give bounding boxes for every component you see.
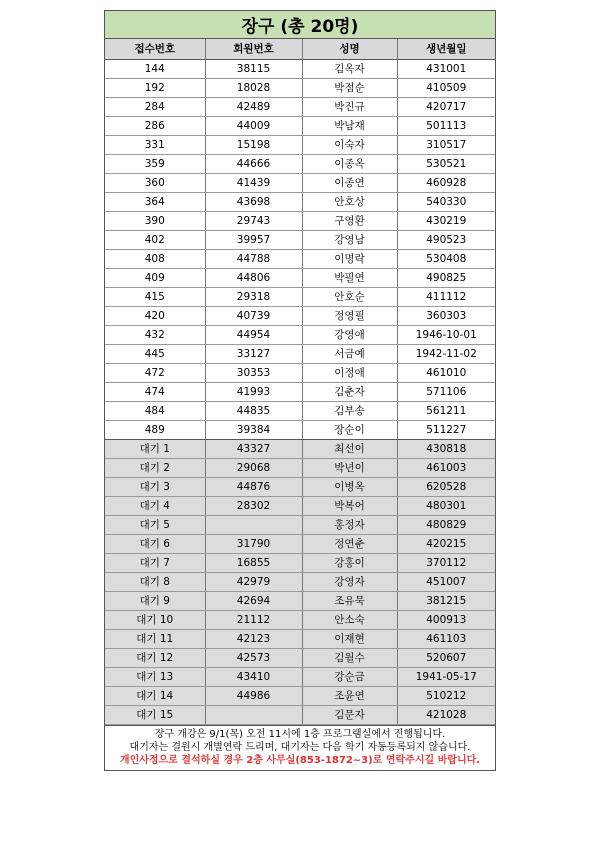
birthdate-cell: 310517 — [397, 135, 495, 154]
member-no-cell: 30353 — [205, 363, 302, 382]
birthdate-cell: 451007 — [397, 572, 495, 591]
member-row — [105, 97, 495, 116]
receipt-no-cell: 대기 8 — [105, 572, 205, 591]
receipt-no-cell: 364 — [105, 192, 205, 211]
birthdate-cell: 480301 — [397, 496, 495, 515]
birthdate-cell: 461103 — [397, 629, 495, 648]
notice-box — [105, 725, 495, 770]
receipt-no-cell: 484 — [105, 401, 205, 420]
member-no-cell: 39957 — [205, 230, 302, 249]
receipt-no-cell: 대기 5 — [105, 515, 205, 534]
member-row — [105, 306, 495, 325]
birthdate-cell: 561211 — [397, 401, 495, 420]
member-row — [105, 192, 495, 211]
member-no-cell: 44835 — [205, 401, 302, 420]
receipt-no-cell: 대기 12 — [105, 648, 205, 667]
receipt-no-cell: 대기 9 — [105, 591, 205, 610]
member-no-cell: 29068 — [205, 458, 302, 477]
receipt-no-cell: 144 — [105, 59, 205, 78]
name-cell: 이명락 — [302, 249, 397, 268]
member-row — [105, 344, 495, 363]
birthdate-cell: 461003 — [397, 458, 495, 477]
name-cell: 박필연 — [302, 268, 397, 287]
member-no-cell: 44806 — [205, 268, 302, 287]
birthdate-cell: 480829 — [397, 515, 495, 534]
birthdate-cell: 410509 — [397, 78, 495, 97]
member-no-cell: 41993 — [205, 382, 302, 401]
header-row — [105, 39, 495, 59]
member-no-cell: 15198 — [205, 135, 302, 154]
waitlist-row — [105, 629, 495, 648]
member-row — [105, 420, 495, 439]
roster-sheet — [104, 10, 496, 771]
name-cell: 강영남 — [302, 230, 397, 249]
birthdate-cell: 490825 — [397, 268, 495, 287]
waitlist-row — [105, 667, 495, 686]
name-cell: 박남재 — [302, 116, 397, 135]
receipt-no-cell: 대기 4 — [105, 496, 205, 515]
member-row — [105, 78, 495, 97]
member-no-cell: 28302 — [205, 496, 302, 515]
column-header-name: 성명 — [302, 39, 397, 59]
member-row — [105, 116, 495, 135]
member-row — [105, 211, 495, 230]
member-no-cell: 42123 — [205, 629, 302, 648]
name-cell: 강영자 — [302, 572, 397, 591]
member-no-cell: 21112 — [205, 610, 302, 629]
birthdate-cell: 501113 — [397, 116, 495, 135]
name-cell: 최선이 — [302, 439, 397, 458]
receipt-no-cell: 390 — [105, 211, 205, 230]
notice-line-absence: 개인사정으로 결석하실 경우 2층 사무실(853-1872~3)로 연락주시길 바랍니다. — [119, 754, 481, 766]
name-cell: 조유묵 — [302, 591, 397, 610]
waitlist-row — [105, 439, 495, 458]
receipt-no-cell: 대기 7 — [105, 553, 205, 572]
receipt-no-cell: 대기 15 — [105, 705, 205, 724]
receipt-no-cell: 420 — [105, 306, 205, 325]
birthdate-cell: 421028 — [397, 705, 495, 724]
column-header-member-no: 회원번호 — [205, 39, 302, 59]
birthdate-cell: 1941-05-17 — [397, 667, 495, 686]
birthdate-cell: 540330 — [397, 192, 495, 211]
name-cell: 안호순 — [302, 287, 397, 306]
waitlist-row — [105, 458, 495, 477]
member-no-cell: 44954 — [205, 325, 302, 344]
birthdate-cell: 430219 — [397, 211, 495, 230]
column-header-receipt-no: 접수번호 — [105, 39, 205, 59]
member-no-cell: 31790 — [205, 534, 302, 553]
birthdate-cell: 460928 — [397, 173, 495, 192]
name-cell: 박복어 — [302, 496, 397, 515]
name-cell: 강영애 — [302, 325, 397, 344]
member-no-cell: 42489 — [205, 97, 302, 116]
member-no-cell: 44009 — [205, 116, 302, 135]
receipt-no-cell: 대기 13 — [105, 667, 205, 686]
name-cell: 안소숙 — [302, 610, 397, 629]
member-no-cell — [205, 515, 302, 534]
member-row — [105, 135, 495, 154]
roster-table — [105, 39, 495, 725]
birthdate-cell: 411112 — [397, 287, 495, 306]
receipt-no-cell: 432 — [105, 325, 205, 344]
birthdate-cell: 400913 — [397, 610, 495, 629]
name-cell: 강홍이 — [302, 553, 397, 572]
member-row — [105, 173, 495, 192]
receipt-no-cell: 415 — [105, 287, 205, 306]
receipt-no-cell: 284 — [105, 97, 205, 116]
name-cell: 구영환 — [302, 211, 397, 230]
birthdate-cell: 510212 — [397, 686, 495, 705]
member-no-cell: 42694 — [205, 591, 302, 610]
name-cell: 이종연 — [302, 173, 397, 192]
birthdate-cell: 571106 — [397, 382, 495, 401]
name-cell: 홍정자 — [302, 515, 397, 534]
receipt-no-cell: 402 — [105, 230, 205, 249]
name-cell: 박점순 — [302, 78, 397, 97]
name-cell: 정연춘 — [302, 534, 397, 553]
member-row — [105, 154, 495, 173]
member-row — [105, 230, 495, 249]
birthdate-cell: 620528 — [397, 477, 495, 496]
name-cell: 이재현 — [302, 629, 397, 648]
name-cell: 박진규 — [302, 97, 397, 116]
birthdate-cell: 360303 — [397, 306, 495, 325]
name-cell: 이병옥 — [302, 477, 397, 496]
member-no-cell: 41439 — [205, 173, 302, 192]
receipt-no-cell: 445 — [105, 344, 205, 363]
member-no-cell: 43698 — [205, 192, 302, 211]
birthdate-cell: 1942-11-02 — [397, 344, 495, 363]
member-row — [105, 325, 495, 344]
waitlist-section — [105, 439, 495, 724]
name-cell: 정영필 — [302, 306, 397, 325]
name-cell: 서금예 — [302, 344, 397, 363]
receipt-no-cell: 대기 3 — [105, 477, 205, 496]
member-no-cell: 42573 — [205, 648, 302, 667]
birthdate-cell: 370112 — [397, 553, 495, 572]
birthdate-cell: 490523 — [397, 230, 495, 249]
birthdate-cell: 530521 — [397, 154, 495, 173]
receipt-no-cell: 대기 10 — [105, 610, 205, 629]
receipt-no-cell: 408 — [105, 249, 205, 268]
receipt-no-cell: 286 — [105, 116, 205, 135]
receipt-no-cell: 359 — [105, 154, 205, 173]
receipt-no-cell: 대기 14 — [105, 686, 205, 705]
name-cell: 이종옥 — [302, 154, 397, 173]
name-cell: 이숙자 — [302, 135, 397, 154]
name-cell: 안호상 — [302, 192, 397, 211]
waitlist-row — [105, 553, 495, 572]
name-cell: 강순금 — [302, 667, 397, 686]
receipt-no-cell: 대기 11 — [105, 629, 205, 648]
name-cell: 김문자 — [302, 705, 397, 724]
name-cell: 김춘자 — [302, 382, 397, 401]
member-no-cell: 40739 — [205, 306, 302, 325]
member-no-cell: 42979 — [205, 572, 302, 591]
receipt-no-cell: 360 — [105, 173, 205, 192]
member-row — [105, 363, 495, 382]
name-cell: 김부송 — [302, 401, 397, 420]
birthdate-cell: 1946-10-01 — [397, 325, 495, 344]
notice-line-waitlist: 대기자는 결원시 개별연락 드리며, 대기자는 다음 학기 자동등록되지 않습니다. — [129, 741, 471, 753]
member-no-cell: 29743 — [205, 211, 302, 230]
receipt-no-cell: 331 — [105, 135, 205, 154]
receipt-no-cell: 대기 1 — [105, 439, 205, 458]
notice-line-schedule: 장구 개강은 9/1(목) 오전 11시에 1층 프로그램실에서 진행됩니다. — [154, 728, 446, 740]
member-row — [105, 382, 495, 401]
member-row — [105, 59, 495, 78]
birthdate-cell: 530408 — [397, 249, 495, 268]
page-title: 장구 (총 20명) — [105, 11, 495, 39]
receipt-no-cell: 대기 6 — [105, 534, 205, 553]
member-row — [105, 268, 495, 287]
member-no-cell: 39384 — [205, 420, 302, 439]
waitlist-row — [105, 591, 495, 610]
receipt-no-cell: 472 — [105, 363, 205, 382]
member-no-cell: 38115 — [205, 59, 302, 78]
member-row — [105, 401, 495, 420]
member-no-cell: 43410 — [205, 667, 302, 686]
members-section — [105, 59, 495, 439]
waitlist-row — [105, 477, 495, 496]
receipt-no-cell: 대기 2 — [105, 458, 205, 477]
member-no-cell: 18028 — [205, 78, 302, 97]
name-cell: 김옥자 — [302, 59, 397, 78]
waitlist-row — [105, 686, 495, 705]
name-cell: 조윤연 — [302, 686, 397, 705]
name-cell: 장순이 — [302, 420, 397, 439]
waitlist-row — [105, 572, 495, 591]
birthdate-cell: 431001 — [397, 59, 495, 78]
waitlist-row — [105, 648, 495, 667]
member-no-cell: 43327 — [205, 439, 302, 458]
member-row — [105, 249, 495, 268]
member-no-cell: 16855 — [205, 553, 302, 572]
birthdate-cell: 520607 — [397, 648, 495, 667]
name-cell: 이정애 — [302, 363, 397, 382]
member-no-cell: 33127 — [205, 344, 302, 363]
member-no-cell: 44876 — [205, 477, 302, 496]
waitlist-row — [105, 496, 495, 515]
name-cell: 박년이 — [302, 458, 397, 477]
column-header-birthdate: 생년월일 — [397, 39, 495, 59]
name-cell: 김월수 — [302, 648, 397, 667]
member-no-cell: 44788 — [205, 249, 302, 268]
birthdate-cell: 511227 — [397, 420, 495, 439]
waitlist-row — [105, 534, 495, 553]
member-row — [105, 287, 495, 306]
member-no-cell: 44986 — [205, 686, 302, 705]
birthdate-cell: 430818 — [397, 439, 495, 458]
member-no-cell: 29318 — [205, 287, 302, 306]
waitlist-row — [105, 610, 495, 629]
waitlist-row — [105, 515, 495, 534]
birthdate-cell: 381215 — [397, 591, 495, 610]
receipt-no-cell: 489 — [105, 420, 205, 439]
birthdate-cell: 420215 — [397, 534, 495, 553]
member-no-cell: 44666 — [205, 154, 302, 173]
birthdate-cell: 420717 — [397, 97, 495, 116]
receipt-no-cell: 192 — [105, 78, 205, 97]
receipt-no-cell: 409 — [105, 268, 205, 287]
birthdate-cell: 461010 — [397, 363, 495, 382]
member-no-cell — [205, 705, 302, 724]
waitlist-row — [105, 705, 495, 724]
receipt-no-cell: 474 — [105, 382, 205, 401]
